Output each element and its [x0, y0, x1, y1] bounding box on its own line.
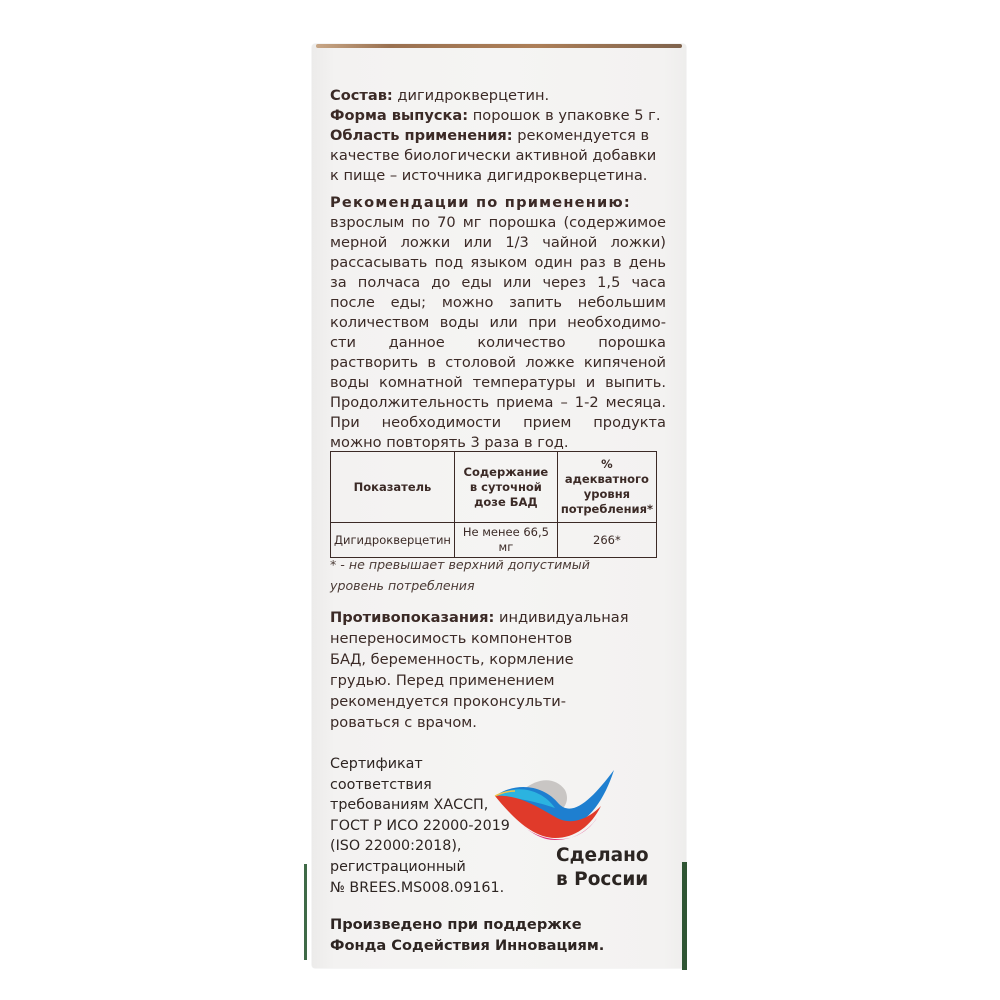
contraindications-line: грудью. Перед применением: [330, 672, 555, 689]
table-row: [331, 523, 657, 558]
contraindications-line: рекомендуется проконсульти-: [330, 693, 567, 710]
certificate-line: ГОСТ Р ИСО 22000-2019: [330, 817, 510, 834]
form-value: порошок в упаковке 5 г.: [472, 107, 661, 124]
certificate-line: требованиям ХАССП,: [330, 797, 489, 814]
label-text-block: [330, 86, 666, 453]
table-cell-adequate-level: 266*: [557, 523, 656, 558]
footnote-line: уровень потребления: [330, 578, 475, 593]
usage-line: рассасывать под языком один раз в день: [330, 254, 666, 271]
form-line: [330, 106, 666, 126]
usage-line: Продолжительность приема – 1-2 месяца.: [330, 394, 666, 411]
certificate-line: № BREES.MS008.09161.: [330, 879, 505, 896]
box-top-edge: [316, 44, 682, 48]
usage-line: При необходимости прием продукта: [330, 414, 666, 431]
application-area-text: рекомендуется в: [517, 127, 650, 144]
usage-heading: Рекомендации по применению:: [330, 194, 631, 211]
table-footnote: [330, 554, 660, 596]
certificate-line: соответствия: [330, 776, 432, 793]
usage-line: взрослым по 70 мг порошка (содержимое: [330, 214, 666, 231]
support-statement: [330, 914, 604, 956]
support-line: Фонда Содействия Инновациям.: [330, 937, 605, 954]
made-in-line: Сделано: [556, 845, 649, 866]
contraindications-text: индивидуальная: [498, 609, 629, 626]
usage-line: после еды; можно запить небольшим: [330, 294, 666, 311]
application-area-line: [330, 126, 666, 146]
certificate-line: Сертификат: [330, 756, 423, 772]
contraindications-label: Противопоказания:: [330, 609, 495, 626]
usage-line: за полчаса до еды или через 1,5 часа: [330, 274, 666, 291]
footnote-line: * - не превышает верхний допустимый: [330, 557, 590, 572]
usage-line: растворить в столовой ложке кипяченой: [330, 354, 666, 371]
contraindications-line: непереносимость компонентов: [330, 630, 573, 647]
contraindications-line: БАД, беременность, кормление: [330, 651, 574, 668]
made-in-russia-text: [556, 844, 649, 892]
usage-line: сти данное количество порошка: [330, 334, 666, 351]
contraindications-block: [330, 607, 660, 733]
usage-line: количеством воды или при необходимо-: [330, 314, 666, 331]
table-header-indicator: Показатель: [331, 452, 455, 523]
table-header-row: [331, 452, 657, 523]
application-area-line: к пище – источника дигидрокверцетина.: [330, 167, 648, 184]
made-in-russia-bird-logo-icon: [493, 768, 615, 840]
support-line: Произведено при поддержке: [330, 916, 582, 933]
box-left-green-edge: [304, 864, 307, 960]
usage-line: мерной ложки или 1/3 чайной ложки): [330, 234, 666, 251]
composition-line: [330, 86, 666, 106]
usage-line: воды комнатной температуры и выпить.: [330, 374, 666, 391]
certificate-line: регистрационный: [330, 858, 466, 875]
certificate-line: (ISO 22000:2018),: [330, 838, 462, 855]
composition-value: дигидрокверцетин.: [397, 87, 550, 104]
composition-label: Состав:: [330, 87, 393, 104]
form-label: Форма выпуска:: [330, 107, 469, 124]
contraindications-line: [330, 607, 660, 628]
table-cell-daily-content: Не менее 66,5 мг: [454, 523, 557, 558]
table-cell-indicator: Дигидрокверцетин: [331, 523, 455, 558]
box-right-green-edge: [682, 862, 687, 970]
made-in-line: в России: [556, 869, 649, 890]
application-area-line: качестве биологически активной добавки: [330, 147, 657, 164]
application-area-label: Область применения:: [330, 127, 513, 144]
contraindications-line: роваться с врачом.: [330, 714, 477, 731]
table-header-daily-content: Содержание в суточной дозе БАД: [454, 452, 557, 523]
table-header-adequate-level: % адекватного уровня потребления*: [557, 452, 656, 523]
usage-line: можно повторять 3 раза в год.: [330, 434, 569, 451]
nutrition-table: [330, 451, 657, 558]
